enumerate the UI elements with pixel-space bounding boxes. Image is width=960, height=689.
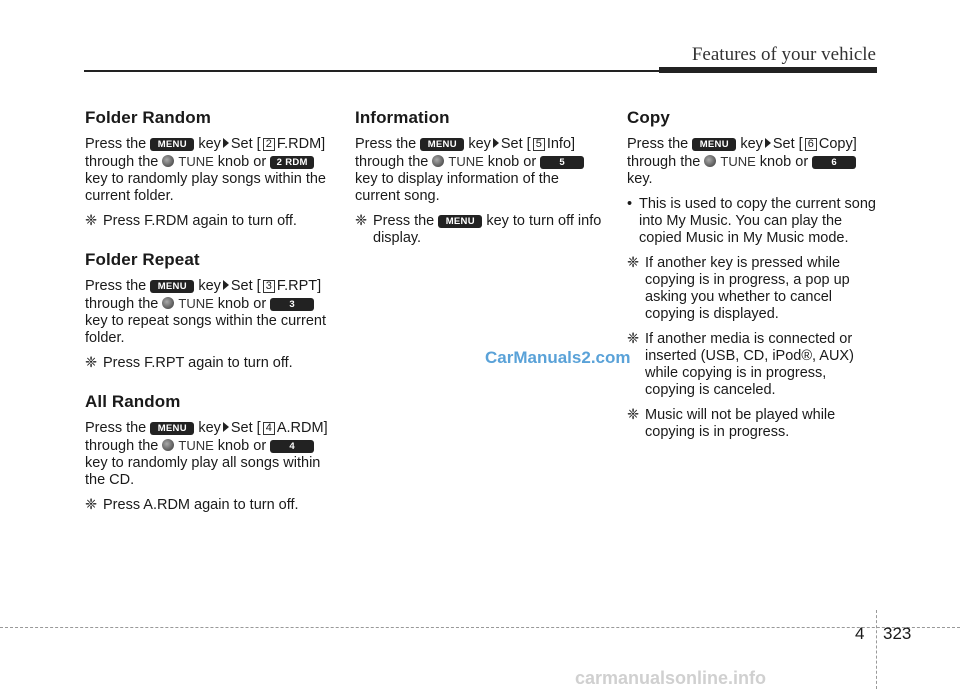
watermark: CarManuals2.com: [485, 348, 631, 367]
folder-repeat-instructions: Press the MENU key Set [ 3 F.RPT] through the TUNE knob or 3 key to repeat songs within the current folder.: [85, 278, 326, 346]
column-left: [85, 108, 335, 522]
menu-key-icon: MENU: [150, 138, 194, 151]
information-instructions: Press the MENU key Set [ 5 Info] through the TUNE knob or 5 key to display information of the current song.: [355, 136, 605, 205]
menu-key-icon: MENU: [150, 280, 194, 293]
menu-key-icon: MENU: [150, 422, 194, 435]
rdm-key-icon: 2 RDM: [270, 156, 314, 169]
copy-note-3: ❈ Music will not be played while copying is in progress.: [627, 407, 836, 440]
menu-key-icon: MENU: [692, 138, 736, 151]
arrow-right-icon: [223, 280, 229, 290]
tune-knob-icon: [162, 155, 174, 167]
option-number-icon: 4: [263, 422, 275, 435]
arrow-right-icon: [765, 138, 771, 148]
option-number-icon: 5: [533, 138, 545, 151]
page-header-title: Features of your vehicle: [691, 44, 876, 65]
all-random-note: ❈ Press A.RDM again to turn off.: [85, 497, 299, 513]
column-right: [627, 108, 877, 449]
number-5-key-icon: 5: [540, 156, 584, 169]
section-title-copy: Copy: [627, 108, 670, 127]
copy-instructions: Press the MENU key Set [ 6 Copy] through the TUNE knob or 6 key.: [627, 136, 857, 187]
header-rule-accent: [659, 67, 877, 73]
all-random-instructions: Press the MENU key Set [ 4 A.RDM] through the TUNE knob or 4 key to randomly play all songs within the CD.: [85, 420, 328, 488]
copy-note-2: ❈ If another media is connected or inserted (USB, CD, iPod®, AUX) while copying is in progress, copying is canceled.: [627, 331, 854, 398]
section-title-information: Information: [355, 108, 450, 127]
number-6-key-icon: 6: [812, 156, 856, 169]
page-number: 323: [883, 624, 912, 643]
information-note: ❈ Press the MENU key to turn off info display.: [355, 213, 602, 246]
header-rule: [84, 70, 659, 72]
folder-random-note: ❈ Press F.RDM again to turn off.: [85, 213, 297, 229]
folder-random-instructions: Press the MENU key Set [ 2 F.RDM] through the TUNE knob or 2 RDM key to randomly play songs within the current folder.: [85, 136, 326, 204]
arrow-right-icon: [223, 138, 229, 148]
section-title-folder-random: Folder Random: [85, 108, 211, 127]
number-3-key-icon: 3: [270, 298, 314, 311]
tune-knob-icon: [162, 439, 174, 451]
arrow-right-icon: [223, 422, 229, 432]
number-4-key-icon: 4: [270, 440, 314, 453]
arrow-right-icon: [493, 138, 499, 148]
section-title-all-random: All Random: [85, 392, 181, 411]
chapter-number: 4: [855, 624, 865, 643]
option-number-icon: 2: [263, 138, 275, 151]
tune-knob-icon: [704, 155, 716, 167]
column-middle: [355, 108, 605, 255]
folder-repeat-note: ❈ Press F.RPT again to turn off.: [85, 355, 293, 371]
footer-rule: [0, 627, 960, 628]
tune-knob-icon: [162, 297, 174, 309]
option-number-icon: 3: [263, 280, 275, 293]
section-title-folder-repeat: Folder Repeat: [85, 250, 200, 269]
menu-key-icon: MENU: [420, 138, 464, 151]
tune-knob-icon: [432, 155, 444, 167]
footer-divider: [876, 610, 877, 689]
copy-bullet: • This is used to copy the current song into My Music. You can play the copied Music in My Music mode.: [627, 196, 876, 246]
menu-key-icon: MENU: [438, 215, 482, 228]
copy-note-1: ❈ If another key is pressed while copying is in progress, a pop up asking you whether to cancel copying is displayed.: [627, 255, 850, 322]
bottom-watermark: carmanualsonline.info: [575, 668, 767, 688]
option-number-icon: 6: [805, 138, 817, 151]
